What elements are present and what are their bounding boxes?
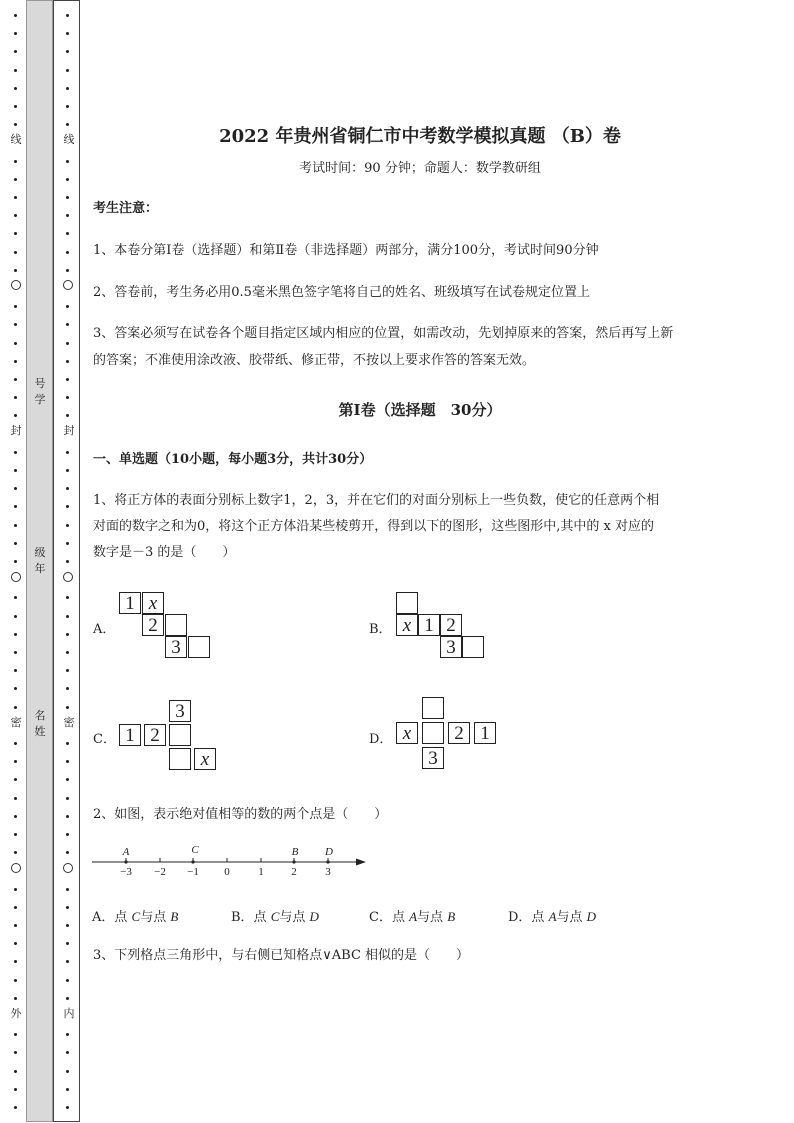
margin-dot: [66, 651, 69, 654]
margin-dot: [14, 50, 17, 53]
net-cell: [422, 722, 444, 744]
margin-dot: [14, 414, 17, 417]
margin-dot: [14, 888, 17, 891]
net-cell: [188, 636, 210, 658]
margin-dot: [14, 960, 17, 963]
outer-mark-wai: 外: [10, 1007, 22, 1020]
margin-dot: [14, 469, 17, 472]
net-cell: [165, 614, 187, 636]
net-cell: 3: [169, 700, 191, 722]
number-line: [92, 846, 372, 882]
margin-dot: [66, 414, 69, 417]
tick-label: −3: [120, 866, 132, 878]
margin-dot: [14, 669, 17, 672]
margin-dot: [14, 1033, 17, 1036]
margin-dot: [14, 942, 17, 945]
tick-label: −2: [154, 866, 166, 878]
outer-mark-feng: 封: [10, 424, 22, 437]
margin-dot: [14, 815, 17, 818]
q2-option-a[interactable]: A．点 C与点 B: [92, 909, 179, 925]
point-label-a: A: [122, 846, 130, 858]
margin-dot: [14, 979, 17, 982]
margin-dot: [66, 32, 69, 35]
margin-dot: [66, 979, 69, 982]
margin-dot: [66, 997, 69, 1000]
margin-dot: [66, 160, 69, 163]
margin-dot: [66, 123, 69, 126]
question-3-text: 3、下列格点三角形中，与右侧已知格点∨ABC 相似的是（ ）: [93, 948, 470, 963]
margin-dot: [66, 706, 69, 709]
outer-mark-mi: 密: [10, 716, 22, 729]
net-cell: [169, 724, 191, 746]
margin-circle-mark: [11, 280, 21, 290]
margin-dot: [66, 487, 69, 490]
margin-dot: [66, 560, 69, 563]
notice-item-3-cont: 的答案；不准使用涂改液、胶带纸、修正带，不按以上要求作答的答案无效。: [93, 353, 536, 368]
margin-dot: [14, 178, 17, 181]
tick-label: −1: [187, 866, 199, 878]
margin-dot: [66, 105, 69, 108]
margin-dot: [66, 251, 69, 254]
margin-dot: [66, 778, 69, 781]
section-heading: 一、单选题（10小题，每小题3分，共计30分）: [93, 452, 373, 467]
margin-dot: [14, 14, 17, 17]
inner-mark-mi: 密: [63, 716, 75, 729]
margin-dot: [66, 687, 69, 690]
margin-dot: [66, 1088, 69, 1091]
margin-dot: [66, 906, 69, 909]
margin-circle-mark: [63, 572, 73, 582]
tick-label: 1: [258, 866, 264, 878]
margin-dot: [66, 797, 69, 800]
margin-dot: [66, 232, 69, 235]
margin-dot: [66, 14, 69, 17]
point-label-b: B: [291, 846, 299, 858]
margin-dot: [14, 1088, 17, 1091]
margin-dot: [14, 1106, 17, 1109]
margin-dot: [66, 378, 69, 381]
margin-dot: [14, 69, 17, 72]
margin-dot: [66, 342, 69, 345]
notice-item-2: 2、答卷前，考生务必用0.5毫米黑色签字笔将自己的姓名、班级填写在试卷规定位置上: [93, 285, 590, 300]
margin-dot: [66, 742, 69, 745]
margin-dot: [14, 997, 17, 1000]
margin-dot: [14, 396, 17, 399]
margin-dot: [14, 32, 17, 35]
margin-circle-mark: [11, 863, 21, 873]
notice-heading: 考生注意：: [93, 201, 159, 216]
margin-dot: [66, 505, 69, 508]
net-cell: 3: [422, 747, 444, 769]
margin-dot: [66, 524, 69, 527]
tick-label: 0: [224, 866, 230, 878]
net-cell: 2: [448, 722, 470, 744]
net-cell-x: x: [142, 592, 164, 614]
margin-dot: [66, 924, 69, 927]
margin-dot: [14, 196, 17, 199]
margin-dot: [14, 342, 17, 345]
margin-dot: [14, 633, 17, 636]
margin-dot: [14, 505, 17, 508]
margin-dot: [66, 469, 69, 472]
margin-dot: [66, 596, 69, 599]
binding-margin-inner: [62, 0, 74, 1123]
margin-dot: [14, 378, 17, 381]
margin-dot: [66, 360, 69, 363]
margin-dot: [66, 960, 69, 963]
margin-dot: [14, 524, 17, 527]
question-1-line-2: 对面的数字之和为0，将这个正方体沿某些棱剪开，得到以下的图形，这些图形中,其中的 x 对应的: [93, 519, 655, 534]
margin-dot: [14, 360, 17, 363]
margin-circle-mark: [63, 280, 73, 290]
net-cell: 1: [119, 592, 141, 614]
margin-dot: [14, 906, 17, 909]
margin-dot: [66, 542, 69, 545]
margin-dot: [14, 706, 17, 709]
margin-dot: [66, 1051, 69, 1054]
field-label-name: 名姓: [34, 709, 46, 738]
net-cell: 1: [474, 722, 496, 744]
margin-dot: [14, 615, 17, 618]
option-c-label[interactable]: C．: [93, 732, 116, 747]
margin-dot: [14, 487, 17, 490]
margin-dot: [14, 742, 17, 745]
net-cell: 3: [165, 636, 187, 658]
margin-dot: [14, 596, 17, 599]
point-label-d: D: [325, 846, 333, 858]
option-d-label[interactable]: D．: [369, 732, 393, 747]
outer-mark-xian: 线: [10, 133, 22, 146]
margin-dot: [14, 924, 17, 927]
margin-dot: [14, 123, 17, 126]
net-cell: [422, 697, 444, 719]
margin-dot: [14, 105, 17, 108]
margin-dot: [14, 778, 17, 781]
margin-dot: [14, 323, 17, 326]
margin-dot: [14, 651, 17, 654]
margin-dot: [66, 1033, 69, 1036]
tick-label: 3: [325, 866, 331, 878]
margin-dot: [66, 269, 69, 272]
margin-dot: [66, 851, 69, 854]
net-cell: 1: [119, 724, 141, 746]
margin-dot: [66, 760, 69, 763]
margin-dot: [66, 396, 69, 399]
margin-dot: [66, 196, 69, 199]
net-cell: [462, 636, 484, 658]
net-cell: [169, 748, 191, 770]
margin-dot: [66, 888, 69, 891]
margin-dot: [14, 833, 17, 836]
margin-dot: [14, 160, 17, 163]
margin-dot: [66, 214, 69, 217]
margin-dot: [14, 232, 17, 235]
margin-dot: [14, 1070, 17, 1073]
margin-dot: [66, 815, 69, 818]
margin-dot: [14, 542, 17, 545]
net-cell: 2: [142, 614, 164, 636]
margin-dot: [14, 1051, 17, 1054]
margin-circle-mark: [11, 572, 21, 582]
net-cell: [396, 592, 418, 614]
field-label-student-id: 号学: [34, 377, 46, 406]
option-a-label[interactable]: A．: [93, 622, 116, 637]
margin-dot: [66, 87, 69, 90]
question-1-line-3: 数字是－3 的是（ ）: [93, 545, 236, 560]
question-1-line-1: 1、将正方体的表面分别标上数字1，2，3，并在它们的对面分别标上一些负数，使它的任意两个相: [93, 493, 660, 508]
binding-margin-outer: [10, 0, 22, 1123]
margin-dot: [14, 797, 17, 800]
q2-option-d[interactable]: D．点 A与点 D: [508, 909, 597, 925]
inner-mark-xian: 线: [63, 133, 75, 146]
margin-dot: [14, 687, 17, 690]
margin-dot: [14, 760, 17, 763]
margin-dot: [66, 323, 69, 326]
margin-dot: [66, 633, 69, 636]
part-title: 第Ⅰ卷（选择题 30分）: [338, 401, 502, 419]
net-cell-x: x: [194, 748, 216, 770]
inner-mark-feng: 封: [63, 424, 75, 437]
exam-info: 考试时间：90 分钟；命题人：数学教研组: [299, 161, 541, 176]
margin-dot: [14, 560, 17, 563]
net-cell: 2: [144, 724, 166, 746]
margin-dot: [14, 305, 17, 308]
margin-dot: [66, 615, 69, 618]
tick-label: 2: [291, 866, 297, 878]
margin-dot: [66, 69, 69, 72]
margin-dot: [14, 87, 17, 90]
margin-dot: [66, 833, 69, 836]
question-2-text: 2、如图，表示绝对值相等的数的两个点是（ ）: [93, 807, 388, 822]
margin-dot: [66, 942, 69, 945]
notice-item-1: 1、本卷分第Ⅰ卷（选择题）和第Ⅱ卷（非选择题）两部分，满分100分，考试时间90分钟: [93, 243, 599, 258]
margin-dot: [66, 1070, 69, 1073]
margin-dot: [66, 50, 69, 53]
inner-mark-nei: 内: [63, 1007, 75, 1020]
page-title: 2022 年贵州省铜仁市中考数学模拟真题 （B）卷: [219, 126, 621, 147]
margin-dot: [66, 178, 69, 181]
margin-dot: [14, 251, 17, 254]
margin-dot: [14, 214, 17, 217]
net-cell-x: x: [396, 614, 418, 636]
q2-option-c[interactable]: C．点 A与点 B: [369, 909, 456, 925]
net-cell: 2: [440, 614, 462, 636]
margin-dot: [66, 305, 69, 308]
option-b-label[interactable]: B．: [369, 622, 392, 637]
margin-dot: [14, 269, 17, 272]
notice-item-3: 3、答案必须写在试卷各个题目指定区域内相应的位置，如需改动，先划掉原来的答案，然后再写上新: [93, 326, 674, 341]
margin-dot: [66, 1106, 69, 1109]
field-label-grade: 级年: [34, 546, 46, 575]
margin-circle-mark: [63, 863, 73, 873]
point-label-c: C: [191, 844, 199, 856]
margin-dot: [14, 451, 17, 454]
net-cell-x: x: [396, 722, 418, 744]
margin-dot: [66, 669, 69, 672]
net-cell: 3: [440, 636, 462, 658]
margin-dot: [14, 851, 17, 854]
q2-option-b[interactable]: B．点 C与点 D: [231, 909, 319, 925]
net-cell: 1: [418, 614, 440, 636]
margin-dot: [66, 451, 69, 454]
